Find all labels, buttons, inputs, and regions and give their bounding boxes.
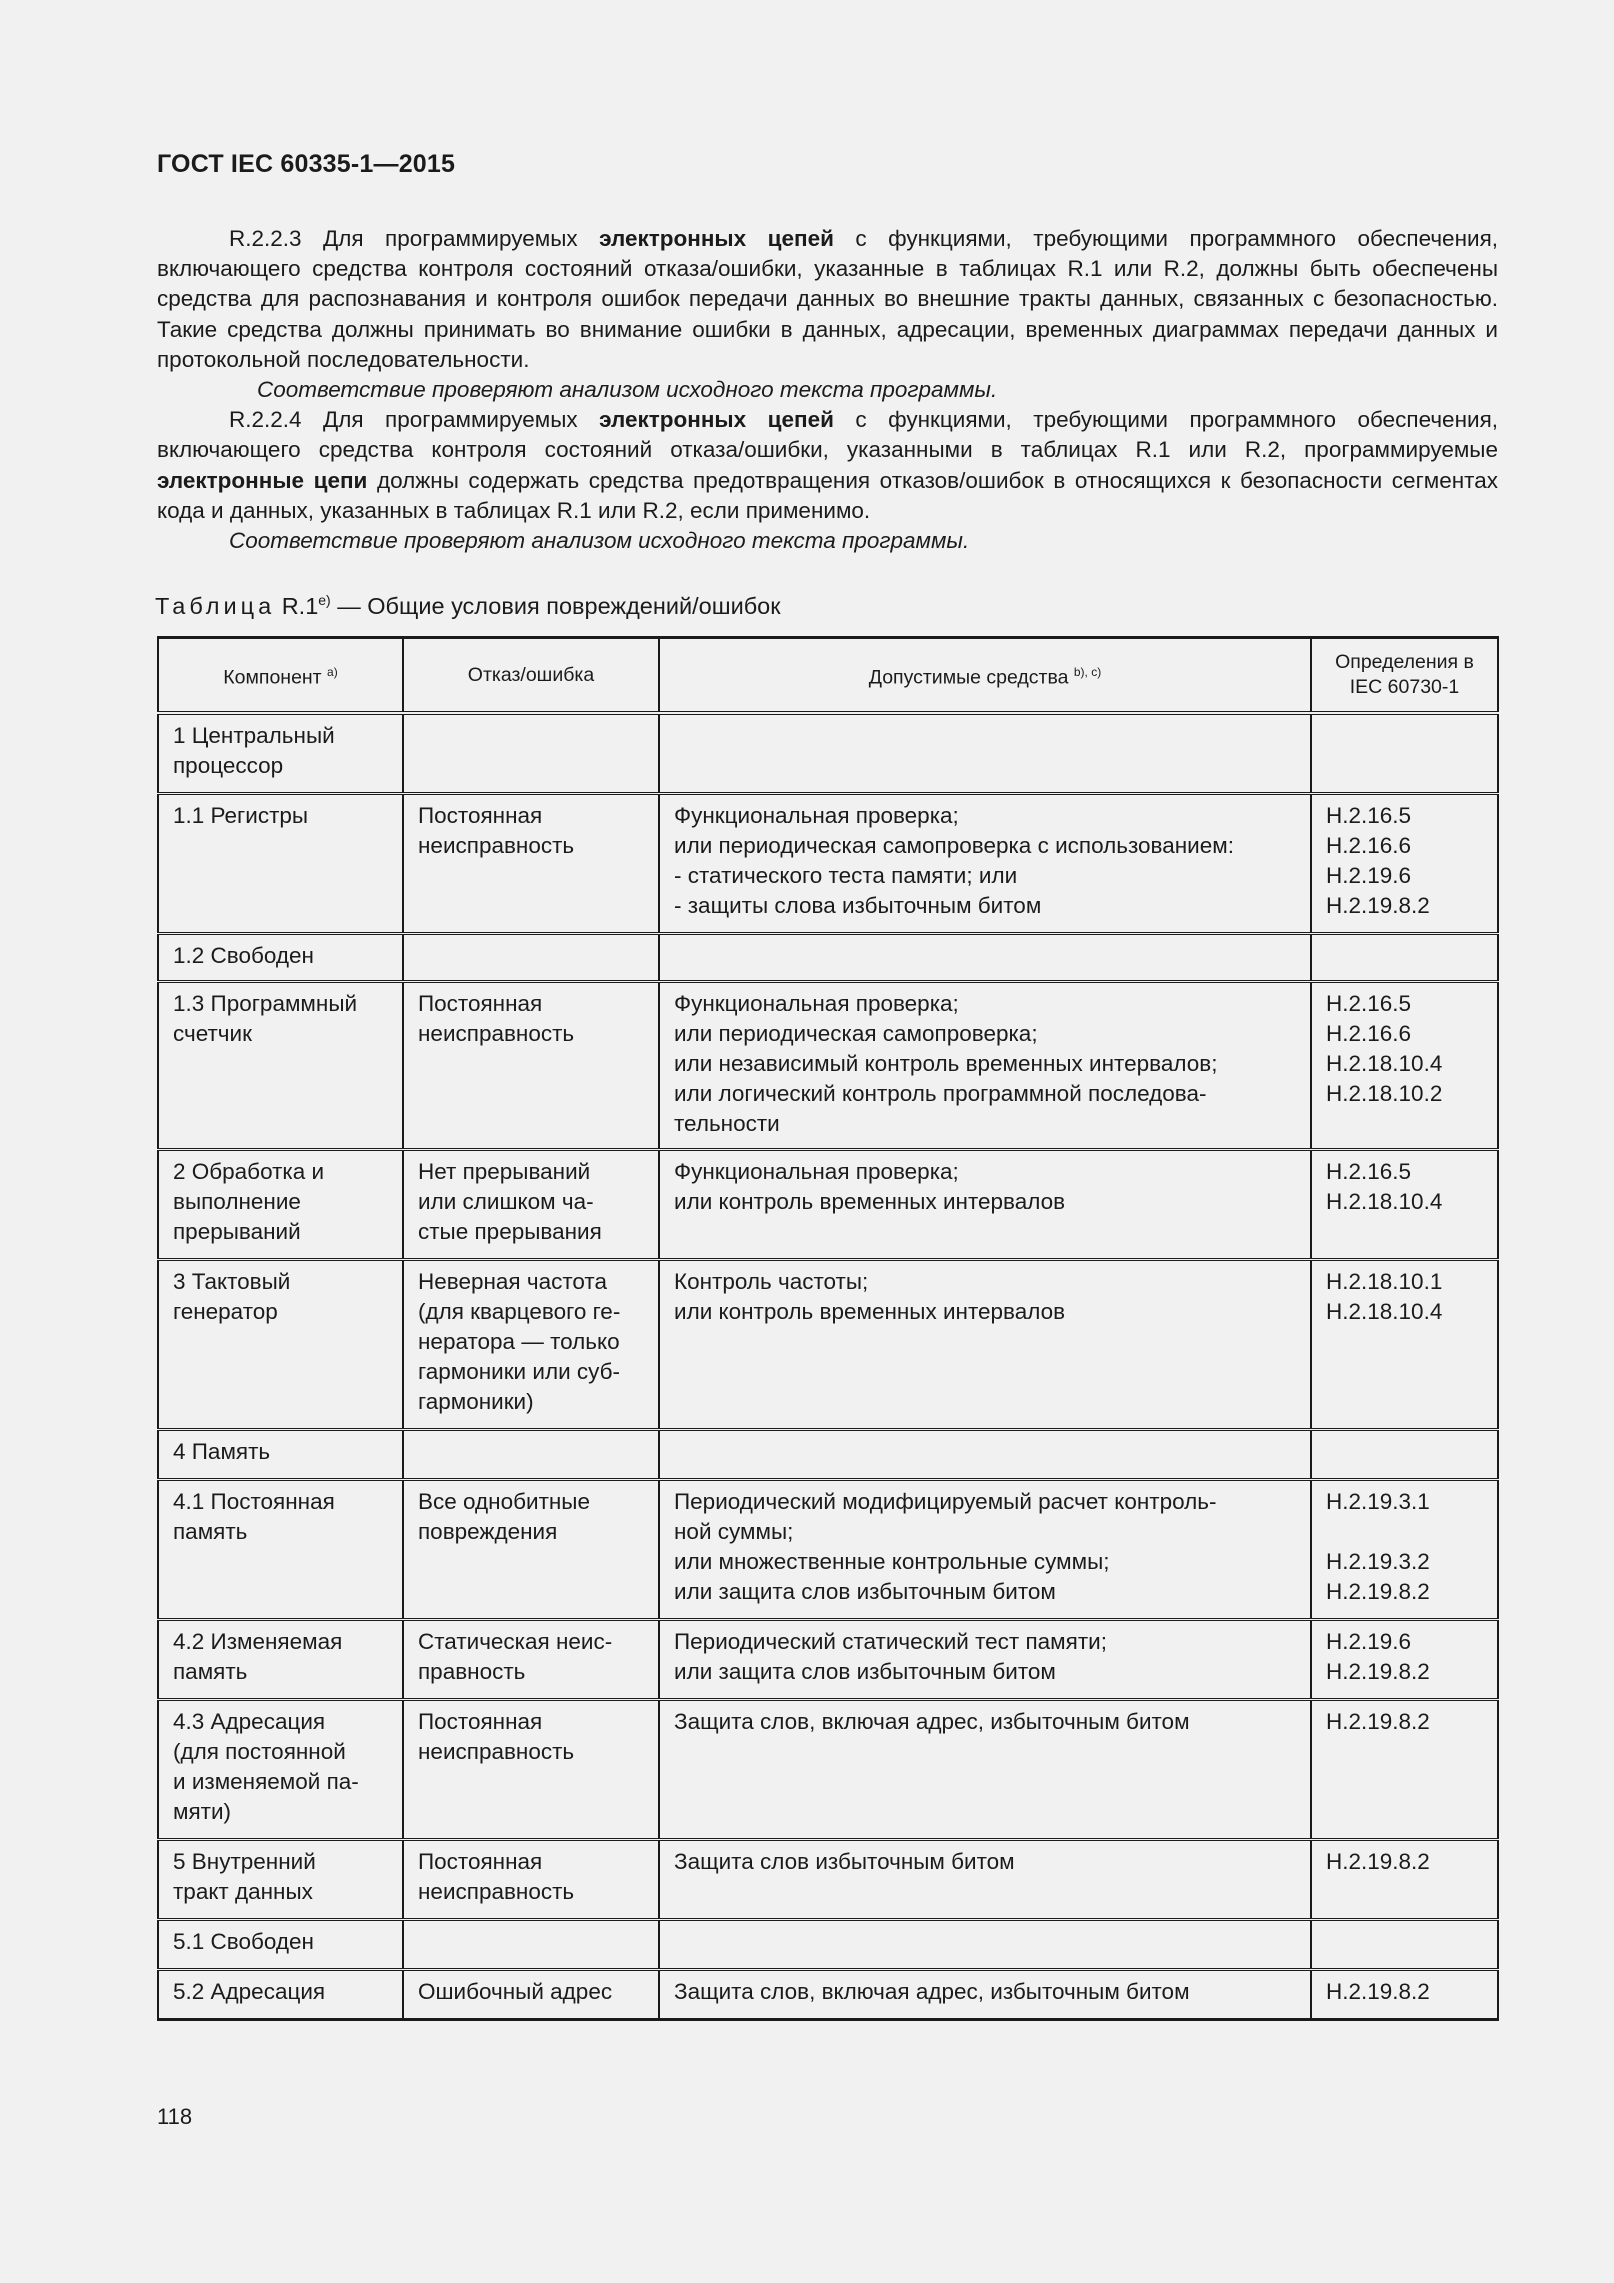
caption-number: R.1	[281, 592, 319, 619]
table-row	[158, 1259, 1498, 1429]
caption-footnote-mark: e)	[318, 592, 331, 608]
cell-failure: Постоянная неисправность	[403, 981, 659, 1149]
cell-means	[659, 1919, 1311, 1969]
cell-means: Контроль частоты; или контроль временных интервалов	[659, 1259, 1311, 1429]
cell-failure: Неверная частота (для кварцевого ге- нератора — только гармоники или суб- гармоники)	[403, 1259, 659, 1429]
body-text	[157, 224, 1498, 556]
paragraph-text: R.2.2.3 Для программируемых	[229, 226, 600, 251]
table-header-row	[158, 638, 1498, 714]
term-bold: электронных цепей	[599, 226, 834, 251]
cell-component: 3 Тактовый генератор	[158, 1259, 403, 1429]
table-row	[158, 1619, 1498, 1699]
cell-means: Защита слов, включая адрес, избыточным битом	[659, 1969, 1311, 2019]
header-definitions: Определения в IEC 60730-1	[1311, 638, 1498, 714]
cell-failure: Нет прерываний или слишком ча- стые прерывания	[403, 1149, 659, 1259]
table-row	[158, 1479, 1498, 1619]
table-row	[158, 981, 1498, 1149]
cell-definitions	[1311, 933, 1498, 981]
paragraph-text: с функциями, требующими программного обеспечения, включающего средства контроля состояний отказа/ошибки, указанными в таблицах R.1 или R.2, программируемые	[157, 407, 1498, 463]
table-row	[158, 713, 1498, 793]
term-bold: электронные цепи	[157, 467, 368, 493]
cell-definitions	[1311, 1429, 1498, 1479]
paragraph-text: должны содержать средства предотвращения отказов/ошибок в относящихся к безопасности сегментах кода и данных, указанных в таблицах R.1 или R.2, если применимо.	[157, 467, 1498, 523]
cell-means: Функциональная проверка; или периодическая самопроверка; или независимый контроль временных интервалов; или логический контроль программной последова- тельности	[659, 981, 1311, 1149]
table-body	[158, 713, 1498, 2019]
cell-means	[659, 933, 1311, 981]
cell-means: Защита слов избыточным битом	[659, 1839, 1311, 1919]
table-row	[158, 1969, 1498, 2019]
header-label: Компонент	[223, 666, 322, 689]
header-label: Допустимые средства	[868, 666, 1069, 689]
cell-component: 4.1 Постоянная память	[158, 1479, 403, 1619]
cell-failure: Ошибочный адрес	[403, 1969, 659, 2019]
cell-failure	[403, 1429, 659, 1479]
paragraph-r223	[157, 224, 1498, 375]
cell-failure: Статическая неис- правность	[403, 1619, 659, 1699]
header-means	[659, 638, 1311, 714]
cell-failure	[403, 933, 659, 981]
cell-definitions: H.2.16.5 H.2.16.6 H.2.19.6 H.2.19.8.2	[1311, 793, 1498, 933]
paragraph-text: R.2.2.4 Для программируемых	[229, 407, 600, 433]
cell-means: Функциональная проверка; или периодическая самопроверка с использованием: - статического теста памяти; или - защиты слова избыточным битом	[659, 793, 1311, 933]
header-component	[158, 638, 403, 714]
cell-component: 2 Обработка и выполнение прерываний	[158, 1149, 403, 1259]
paragraph-text: с функциями, требующими программного обеспечения, включающего средства контроля состояний отказа/ошибки, указанные в таблицах R.1 или R.2, должны быть обеспечены средства для распознавания и контроля ошибок передачи данных во внешние тракты данных, связанных с безопасностью. Такие средства должны принимать во внимание ошибки в данных, адресации, временных диаграммах передачи данных и протокольной последовательности.	[157, 226, 1498, 372]
page-number: 118	[157, 2104, 193, 2129]
cell-definitions: H.2.16.5 H.2.16.6 H.2.18.10.4 H.2.18.10.2	[1311, 981, 1498, 1149]
term-bold: электронных цепей	[599, 407, 834, 433]
cell-means	[659, 1429, 1311, 1479]
cell-failure: Все однобитные повреждения	[403, 1479, 659, 1619]
table-row	[158, 793, 1498, 933]
cell-means: Периодический модифицируемый расчет контроль- ной суммы; или множественные контрольные суммы; или защита слов избыточным битом	[659, 1479, 1311, 1619]
table-row	[158, 1149, 1498, 1259]
header-footnote-mark: b), c)	[1073, 664, 1102, 679]
caption-prefix: Таблица	[155, 592, 276, 619]
cell-component: 4.3 Адресация (для постоянной и изменяемой па- мяти)	[158, 1699, 403, 1839]
cell-definitions: H.2.19.8.2	[1311, 1969, 1498, 2019]
table-row	[158, 1839, 1498, 1919]
cell-failure: Постоянная неисправность	[403, 793, 659, 933]
cell-component: 1.1 Регистры	[158, 793, 403, 933]
cell-component: 5.1 Свободен	[158, 1919, 403, 1969]
cell-component: 4 Память	[158, 1429, 403, 1479]
cell-means: Защита слов, включая адрес, избыточным битом	[659, 1699, 1311, 1839]
compliance-note-r224: Соответствие проверяют анализом исходного текста программы.	[229, 528, 970, 554]
table-row	[158, 1699, 1498, 1839]
cell-component: 5 Внутренний тракт данных	[158, 1839, 403, 1919]
cell-failure	[403, 713, 659, 793]
cell-component: 5.2 Адресация	[158, 1969, 403, 2019]
cell-means: Периодический статический тест памяти; или защита слов избыточным битом	[659, 1619, 1311, 1699]
cell-failure: Постоянная неисправность	[403, 1699, 659, 1839]
cell-component: 4.2 Изменяемая память	[158, 1619, 403, 1699]
caption-title: — Общие условия повреждений/ошибок	[330, 592, 781, 619]
document-header: ГОСТ IEC 60335-1—2015	[157, 150, 456, 178]
cell-means	[659, 713, 1311, 793]
cell-definitions	[1311, 1919, 1498, 1969]
cell-component: 1.3 Программный счетчик	[158, 981, 403, 1149]
cell-component: 1.2 Свободен	[158, 933, 403, 981]
paragraph-r224	[157, 405, 1498, 526]
cell-definitions: H.2.19.8.2	[1311, 1699, 1498, 1839]
cell-definitions: H.2.19.8.2	[1311, 1839, 1498, 1919]
table-row	[158, 1919, 1498, 1969]
cell-definitions	[1311, 713, 1498, 793]
failure-conditions-table	[157, 636, 1499, 2021]
cell-failure: Постоянная неисправность	[403, 1839, 659, 1919]
compliance-note-r223: Соответствие проверяют анализом исходного текста программы.	[257, 377, 998, 403]
header-footnote-mark: a)	[327, 664, 338, 679]
cell-failure	[403, 1919, 659, 1969]
table-row	[158, 933, 1498, 981]
cell-definitions: H.2.16.5 H.2.18.10.4	[1311, 1149, 1498, 1259]
cell-component: 1 Центральный процессор	[158, 713, 403, 793]
cell-means: Функциональная проверка; или контроль временных интервалов	[659, 1149, 1311, 1259]
cell-definitions: H.2.19.3.1 H.2.19.3.2 H.2.19.8.2	[1311, 1479, 1498, 1619]
table-caption	[155, 592, 781, 620]
cell-definitions: H.2.19.6 H.2.19.8.2	[1311, 1619, 1498, 1699]
cell-definitions: H.2.18.10.1 H.2.18.10.4	[1311, 1259, 1498, 1429]
header-failure: Отказ/ошибка	[403, 638, 659, 714]
table-row	[158, 1429, 1498, 1479]
